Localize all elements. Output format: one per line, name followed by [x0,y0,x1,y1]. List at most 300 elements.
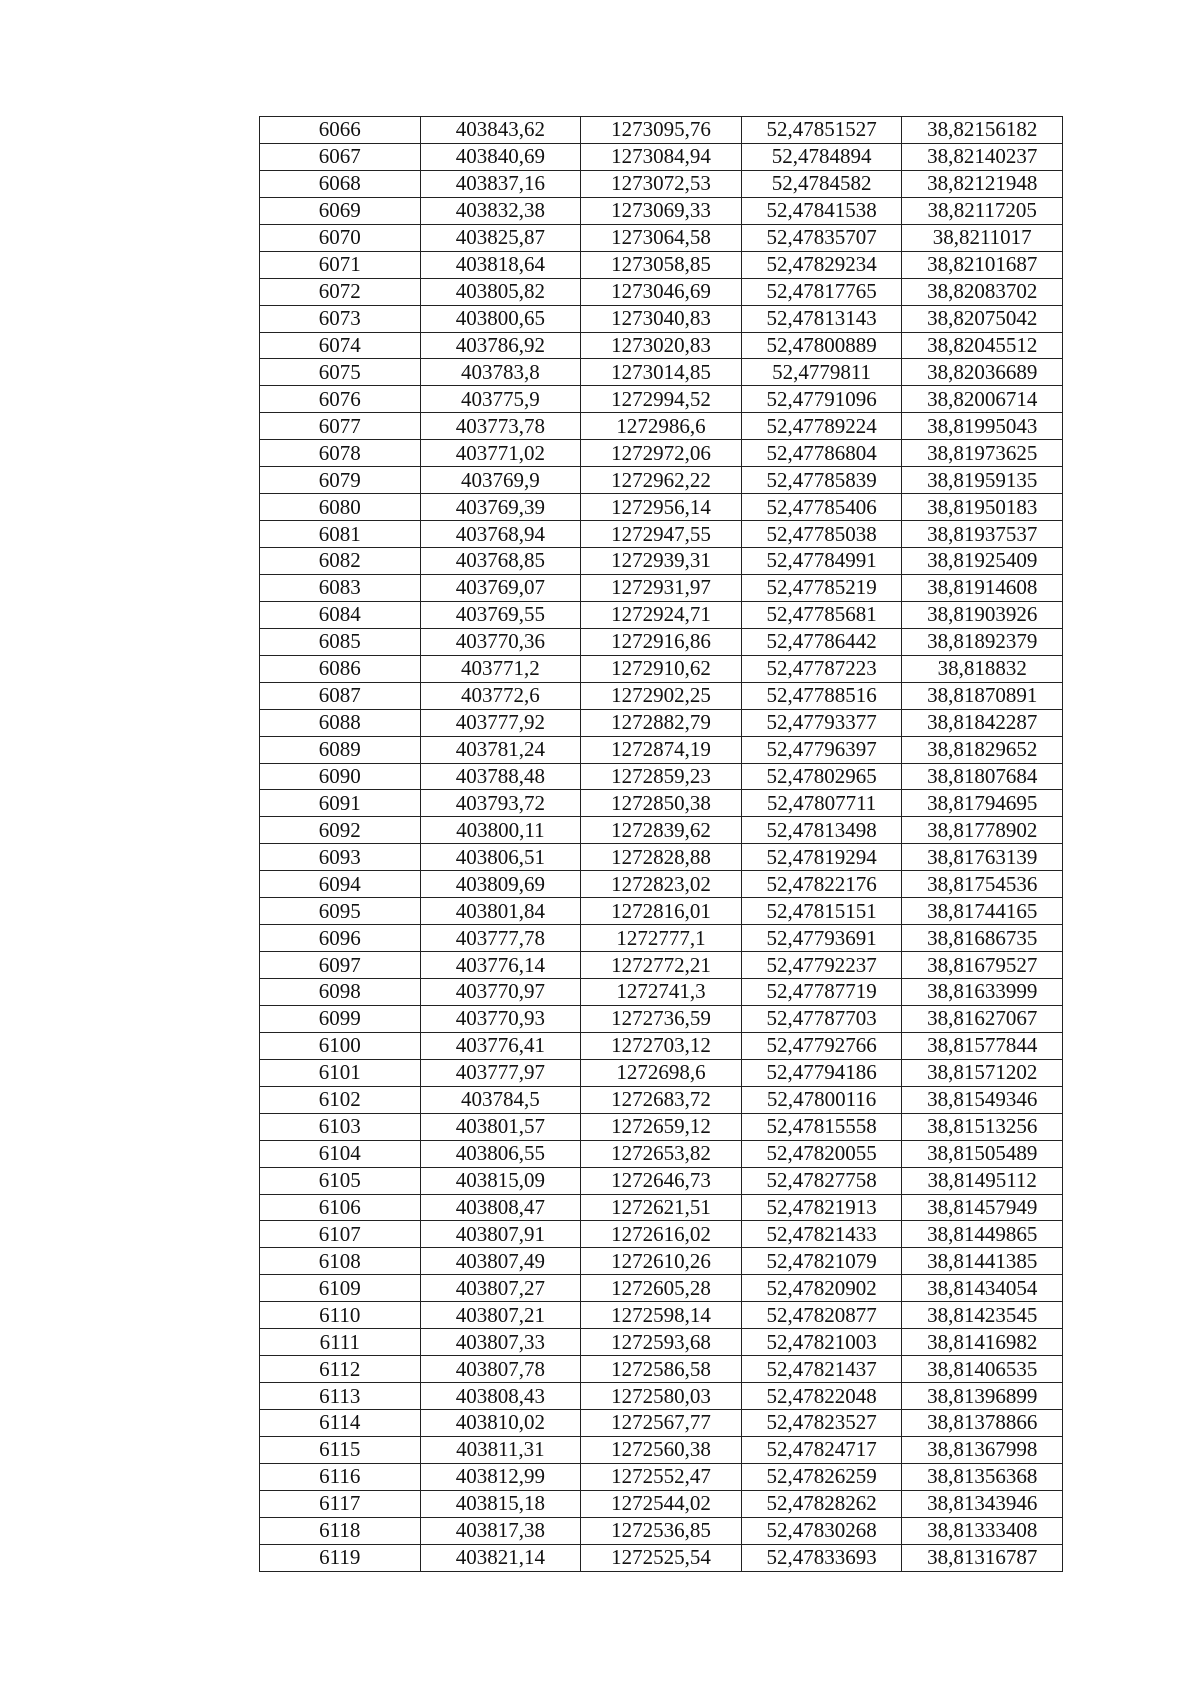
table-row [260,305,1063,332]
y-coordinate-cell: 1272703,12 [581,1032,742,1059]
longitude-cell: 38,82156182 [902,117,1063,144]
y-coordinate-cell: 1272586,58 [581,1356,742,1383]
latitude-cell: 52,47817765 [741,278,902,305]
x-coordinate-cell: 403770,36 [420,628,581,655]
point-number-cell: 6110 [260,1302,421,1329]
y-coordinate-cell: 1272956,14 [581,494,742,521]
x-coordinate-cell: 403772,6 [420,682,581,709]
latitude-cell: 52,47821433 [741,1221,902,1248]
longitude-cell: 38,82036689 [902,359,1063,386]
x-coordinate-cell: 403783,8 [420,359,581,386]
point-number-cell: 6084 [260,601,421,628]
point-number-cell: 6073 [260,305,421,332]
x-coordinate-cell: 403806,51 [420,844,581,871]
table-row [260,1517,1063,1544]
table-row [260,682,1063,709]
longitude-cell: 38,81973625 [902,440,1063,467]
x-coordinate-cell: 403768,85 [420,548,581,575]
latitude-cell: 52,47826259 [741,1463,902,1490]
table-row [260,548,1063,575]
y-coordinate-cell: 1272683,72 [581,1086,742,1113]
table-row [260,574,1063,601]
table-row [260,278,1063,305]
x-coordinate-cell: 403832,38 [420,197,581,224]
y-coordinate-cell: 1272536,85 [581,1517,742,1544]
x-coordinate-cell: 403818,64 [420,251,581,278]
longitude-cell: 38,81937537 [902,521,1063,548]
point-number-cell: 6092 [260,817,421,844]
point-number-cell: 6095 [260,898,421,925]
x-coordinate-cell: 403805,82 [420,278,581,305]
y-coordinate-cell: 1272850,38 [581,790,742,817]
x-coordinate-cell: 403769,07 [420,574,581,601]
latitude-cell: 52,47833693 [741,1544,902,1571]
longitude-cell: 38,82117205 [902,197,1063,224]
latitude-cell: 52,47822048 [741,1383,902,1410]
x-coordinate-cell: 403800,65 [420,305,581,332]
y-coordinate-cell: 1272816,01 [581,898,742,925]
table-row [260,1248,1063,1275]
x-coordinate-cell: 403821,14 [420,1544,581,1571]
point-number-cell: 6119 [260,1544,421,1571]
point-number-cell: 6115 [260,1436,421,1463]
latitude-cell: 52,47785406 [741,494,902,521]
longitude-cell: 38,82075042 [902,305,1063,332]
latitude-cell: 52,47786804 [741,440,902,467]
x-coordinate-cell: 403815,18 [420,1490,581,1517]
table-row [260,332,1063,359]
longitude-cell: 38,81505489 [902,1140,1063,1167]
latitude-cell: 52,47796397 [741,736,902,763]
latitude-cell: 52,47800116 [741,1086,902,1113]
y-coordinate-cell: 1273046,69 [581,278,742,305]
y-coordinate-cell: 1273072,53 [581,170,742,197]
latitude-cell: 52,47820877 [741,1302,902,1329]
y-coordinate-cell: 1272544,02 [581,1490,742,1517]
point-number-cell: 6080 [260,494,421,521]
table-row [260,871,1063,898]
longitude-cell: 38,81577844 [902,1032,1063,1059]
longitude-cell: 38,81441385 [902,1248,1063,1275]
y-coordinate-cell: 1273014,85 [581,359,742,386]
longitude-cell: 38,81829652 [902,736,1063,763]
point-number-cell: 6102 [260,1086,421,1113]
latitude-cell: 52,47823527 [741,1410,902,1437]
y-coordinate-cell: 1272698,6 [581,1059,742,1086]
longitude-cell: 38,82121948 [902,170,1063,197]
point-number-cell: 6091 [260,790,421,817]
table-row [260,197,1063,224]
x-coordinate-cell: 403800,11 [420,817,581,844]
table-row [260,1356,1063,1383]
longitude-cell: 38,81457949 [902,1194,1063,1221]
point-number-cell: 6090 [260,763,421,790]
point-number-cell: 6069 [260,197,421,224]
longitude-cell: 38,81449865 [902,1221,1063,1248]
y-coordinate-cell: 1272986,6 [581,413,742,440]
point-number-cell: 6109 [260,1275,421,1302]
table-row [260,1194,1063,1221]
latitude-cell: 52,47793691 [741,925,902,952]
point-number-cell: 6106 [260,1194,421,1221]
longitude-cell: 38,81807684 [902,763,1063,790]
x-coordinate-cell: 403768,94 [420,521,581,548]
longitude-cell: 38,82101687 [902,251,1063,278]
table-row [260,736,1063,763]
longitude-cell: 38,81396899 [902,1383,1063,1410]
point-number-cell: 6111 [260,1329,421,1356]
point-number-cell: 6074 [260,332,421,359]
table-row [260,143,1063,170]
table-row [260,1490,1063,1517]
y-coordinate-cell: 1272931,97 [581,574,742,601]
latitude-cell: 52,47787223 [741,655,902,682]
point-number-cell: 6068 [260,170,421,197]
latitude-cell: 52,47830268 [741,1517,902,1544]
latitude-cell: 52,47824717 [741,1436,902,1463]
x-coordinate-cell: 403771,2 [420,655,581,682]
latitude-cell: 52,47820055 [741,1140,902,1167]
longitude-cell: 38,818832 [902,655,1063,682]
latitude-cell: 52,47813498 [741,817,902,844]
table-row [260,386,1063,413]
x-coordinate-cell: 403807,33 [420,1329,581,1356]
point-number-cell: 6116 [260,1463,421,1490]
latitude-cell: 52,47821437 [741,1356,902,1383]
latitude-cell: 52,47821003 [741,1329,902,1356]
table-row [260,628,1063,655]
latitude-cell: 52,4779811 [741,359,902,386]
y-coordinate-cell: 1273095,76 [581,117,742,144]
longitude-cell: 38,81870891 [902,682,1063,709]
table-row [260,709,1063,736]
latitude-cell: 52,47821913 [741,1194,902,1221]
table-row [260,1383,1063,1410]
y-coordinate-cell: 1272567,77 [581,1410,742,1437]
y-coordinate-cell: 1273084,94 [581,143,742,170]
table-row [260,898,1063,925]
point-number-cell: 6104 [260,1140,421,1167]
x-coordinate-cell: 403771,02 [420,440,581,467]
point-number-cell: 6083 [260,574,421,601]
point-number-cell: 6085 [260,628,421,655]
latitude-cell: 52,47787703 [741,1005,902,1032]
x-coordinate-cell: 403812,99 [420,1463,581,1490]
longitude-cell: 38,81950183 [902,494,1063,521]
latitude-cell: 52,47829234 [741,251,902,278]
point-number-cell: 6113 [260,1383,421,1410]
table-row [260,467,1063,494]
latitude-cell: 52,47807711 [741,790,902,817]
y-coordinate-cell: 1272580,03 [581,1383,742,1410]
x-coordinate-cell: 403769,39 [420,494,581,521]
table-row [260,925,1063,952]
table-row [260,494,1063,521]
y-coordinate-cell: 1272902,25 [581,682,742,709]
y-coordinate-cell: 1272772,21 [581,952,742,979]
longitude-cell: 38,8211017 [902,224,1063,251]
latitude-cell: 52,47792237 [741,952,902,979]
x-coordinate-cell: 403788,48 [420,763,581,790]
latitude-cell: 52,47815558 [741,1113,902,1140]
y-coordinate-cell: 1273020,83 [581,332,742,359]
longitude-cell: 38,81627067 [902,1005,1063,1032]
latitude-cell: 52,47851527 [741,117,902,144]
point-number-cell: 6112 [260,1356,421,1383]
table-row [260,117,1063,144]
longitude-cell: 38,81754536 [902,871,1063,898]
longitude-cell: 38,81571202 [902,1059,1063,1086]
table-row [260,1086,1063,1113]
x-coordinate-cell: 403801,84 [420,898,581,925]
point-number-cell: 6098 [260,979,421,1006]
y-coordinate-cell: 1272741,3 [581,979,742,1006]
y-coordinate-cell: 1272823,02 [581,871,742,898]
x-coordinate-cell: 403769,9 [420,467,581,494]
x-coordinate-cell: 403773,78 [420,413,581,440]
longitude-cell: 38,81343946 [902,1490,1063,1517]
longitude-cell: 38,81903926 [902,601,1063,628]
table-row [260,601,1063,628]
table-row [260,413,1063,440]
table-row [260,1463,1063,1490]
x-coordinate-cell: 403807,27 [420,1275,581,1302]
latitude-cell: 52,47835707 [741,224,902,251]
point-number-cell: 6071 [260,251,421,278]
point-number-cell: 6077 [260,413,421,440]
longitude-cell: 38,81434054 [902,1275,1063,1302]
longitude-cell: 38,81406535 [902,1356,1063,1383]
longitude-cell: 38,81778902 [902,817,1063,844]
point-number-cell: 6067 [260,143,421,170]
x-coordinate-cell: 403809,69 [420,871,581,898]
latitude-cell: 52,47821079 [741,1248,902,1275]
latitude-cell: 52,4784894 [741,143,902,170]
table-row [260,1140,1063,1167]
point-number-cell: 6066 [260,117,421,144]
longitude-cell: 38,82140237 [902,143,1063,170]
x-coordinate-cell: 403786,92 [420,332,581,359]
coordinates-table [259,116,1063,1572]
longitude-cell: 38,81513256 [902,1113,1063,1140]
point-number-cell: 6101 [260,1059,421,1086]
table-row [260,1329,1063,1356]
y-coordinate-cell: 1272882,79 [581,709,742,736]
y-coordinate-cell: 1272910,62 [581,655,742,682]
y-coordinate-cell: 1272939,31 [581,548,742,575]
longitude-cell: 38,82083702 [902,278,1063,305]
point-number-cell: 6107 [260,1221,421,1248]
table-row [260,440,1063,467]
y-coordinate-cell: 1272947,55 [581,521,742,548]
table-row [260,979,1063,1006]
latitude-cell: 52,47815151 [741,898,902,925]
y-coordinate-cell: 1272593,68 [581,1329,742,1356]
longitude-cell: 38,81763139 [902,844,1063,871]
longitude-cell: 38,81794695 [902,790,1063,817]
point-number-cell: 6103 [260,1113,421,1140]
point-number-cell: 6097 [260,952,421,979]
table-row [260,359,1063,386]
latitude-cell: 52,47802965 [741,763,902,790]
latitude-cell: 52,47788516 [741,682,902,709]
y-coordinate-cell: 1272653,82 [581,1140,742,1167]
x-coordinate-cell: 403807,91 [420,1221,581,1248]
y-coordinate-cell: 1272962,22 [581,467,742,494]
table-row [260,1059,1063,1086]
table-row [260,1436,1063,1463]
table-row [260,170,1063,197]
x-coordinate-cell: 403770,93 [420,1005,581,1032]
point-number-cell: 6086 [260,655,421,682]
x-coordinate-cell: 403806,55 [420,1140,581,1167]
point-number-cell: 6094 [260,871,421,898]
latitude-cell: 52,47828262 [741,1490,902,1517]
y-coordinate-cell: 1272616,02 [581,1221,742,1248]
longitude-cell: 38,81995043 [902,413,1063,440]
x-coordinate-cell: 403825,87 [420,224,581,251]
y-coordinate-cell: 1272994,52 [581,386,742,413]
x-coordinate-cell: 403810,02 [420,1410,581,1437]
latitude-cell: 52,47822176 [741,871,902,898]
table-row [260,763,1063,790]
point-number-cell: 6105 [260,1167,421,1194]
longitude-cell: 38,82045512 [902,332,1063,359]
y-coordinate-cell: 1273069,33 [581,197,742,224]
y-coordinate-cell: 1272924,71 [581,601,742,628]
y-coordinate-cell: 1272828,88 [581,844,742,871]
y-coordinate-cell: 1272646,73 [581,1167,742,1194]
table-row [260,1221,1063,1248]
y-coordinate-cell: 1272621,51 [581,1194,742,1221]
point-number-cell: 6078 [260,440,421,467]
table-row [260,1113,1063,1140]
longitude-cell: 38,81959135 [902,467,1063,494]
table-row [260,817,1063,844]
longitude-cell: 38,81679527 [902,952,1063,979]
table-row [260,521,1063,548]
table-row [260,952,1063,979]
x-coordinate-cell: 403807,49 [420,1248,581,1275]
point-number-cell: 6081 [260,521,421,548]
latitude-cell: 52,47784991 [741,548,902,575]
table-row [260,1275,1063,1302]
longitude-cell: 38,81416982 [902,1329,1063,1356]
table-row [260,790,1063,817]
x-coordinate-cell: 403777,97 [420,1059,581,1086]
y-coordinate-cell: 1272659,12 [581,1113,742,1140]
point-number-cell: 6096 [260,925,421,952]
y-coordinate-cell: 1272605,28 [581,1275,742,1302]
longitude-cell: 38,81549346 [902,1086,1063,1113]
x-coordinate-cell: 403840,69 [420,143,581,170]
x-coordinate-cell: 403776,14 [420,952,581,979]
table-row [260,224,1063,251]
table-row [260,844,1063,871]
point-number-cell: 6079 [260,467,421,494]
x-coordinate-cell: 403801,57 [420,1113,581,1140]
point-number-cell: 6082 [260,548,421,575]
latitude-cell: 52,47820902 [741,1275,902,1302]
y-coordinate-cell: 1272560,38 [581,1436,742,1463]
longitude-cell: 38,81333408 [902,1517,1063,1544]
latitude-cell: 52,47813143 [741,305,902,332]
x-coordinate-cell: 403808,43 [420,1383,581,1410]
longitude-cell: 38,81367998 [902,1436,1063,1463]
y-coordinate-cell: 1272598,14 [581,1302,742,1329]
point-number-cell: 6118 [260,1517,421,1544]
table-row [260,251,1063,278]
y-coordinate-cell: 1273058,85 [581,251,742,278]
longitude-cell: 38,81423545 [902,1302,1063,1329]
table-row [260,1302,1063,1329]
longitude-cell: 38,81378866 [902,1410,1063,1437]
latitude-cell: 52,47786442 [741,628,902,655]
x-coordinate-cell: 403770,97 [420,979,581,1006]
x-coordinate-cell: 403775,9 [420,386,581,413]
longitude-cell: 38,82006714 [902,386,1063,413]
longitude-cell: 38,81925409 [902,548,1063,575]
point-number-cell: 6088 [260,709,421,736]
longitude-cell: 38,81495112 [902,1167,1063,1194]
y-coordinate-cell: 1272874,19 [581,736,742,763]
x-coordinate-cell: 403769,55 [420,601,581,628]
longitude-cell: 38,81914608 [902,574,1063,601]
y-coordinate-cell: 1272859,23 [581,763,742,790]
latitude-cell: 52,47785839 [741,467,902,494]
y-coordinate-cell: 1272777,1 [581,925,742,952]
point-number-cell: 6117 [260,1490,421,1517]
y-coordinate-cell: 1272552,47 [581,1463,742,1490]
y-coordinate-cell: 1272736,59 [581,1005,742,1032]
x-coordinate-cell: 403807,78 [420,1356,581,1383]
y-coordinate-cell: 1272839,62 [581,817,742,844]
point-number-cell: 6108 [260,1248,421,1275]
y-coordinate-cell: 1272525,54 [581,1544,742,1571]
point-number-cell: 6087 [260,682,421,709]
longitude-cell: 38,81633999 [902,979,1063,1006]
point-number-cell: 6076 [260,386,421,413]
latitude-cell: 52,47787719 [741,979,902,1006]
x-coordinate-cell: 403843,62 [420,117,581,144]
x-coordinate-cell: 403808,47 [420,1194,581,1221]
point-number-cell: 6075 [260,359,421,386]
point-number-cell: 6070 [260,224,421,251]
latitude-cell: 52,47789224 [741,413,902,440]
latitude-cell: 52,47794186 [741,1059,902,1086]
latitude-cell: 52,47785681 [741,601,902,628]
latitude-cell: 52,47785219 [741,574,902,601]
coordinates-table-body [260,117,1063,1572]
table-row [260,655,1063,682]
point-number-cell: 6114 [260,1410,421,1437]
y-coordinate-cell: 1272916,86 [581,628,742,655]
longitude-cell: 38,81316787 [902,1544,1063,1571]
longitude-cell: 38,81744165 [902,898,1063,925]
y-coordinate-cell: 1272610,26 [581,1248,742,1275]
x-coordinate-cell: 403781,24 [420,736,581,763]
point-number-cell: 6072 [260,278,421,305]
latitude-cell: 52,47793377 [741,709,902,736]
y-coordinate-cell: 1273064,58 [581,224,742,251]
x-coordinate-cell: 403777,78 [420,925,581,952]
latitude-cell: 52,47792766 [741,1032,902,1059]
y-coordinate-cell: 1272972,06 [581,440,742,467]
longitude-cell: 38,81842287 [902,709,1063,736]
point-number-cell: 6089 [260,736,421,763]
latitude-cell: 52,47827758 [741,1167,902,1194]
x-coordinate-cell: 403784,5 [420,1086,581,1113]
